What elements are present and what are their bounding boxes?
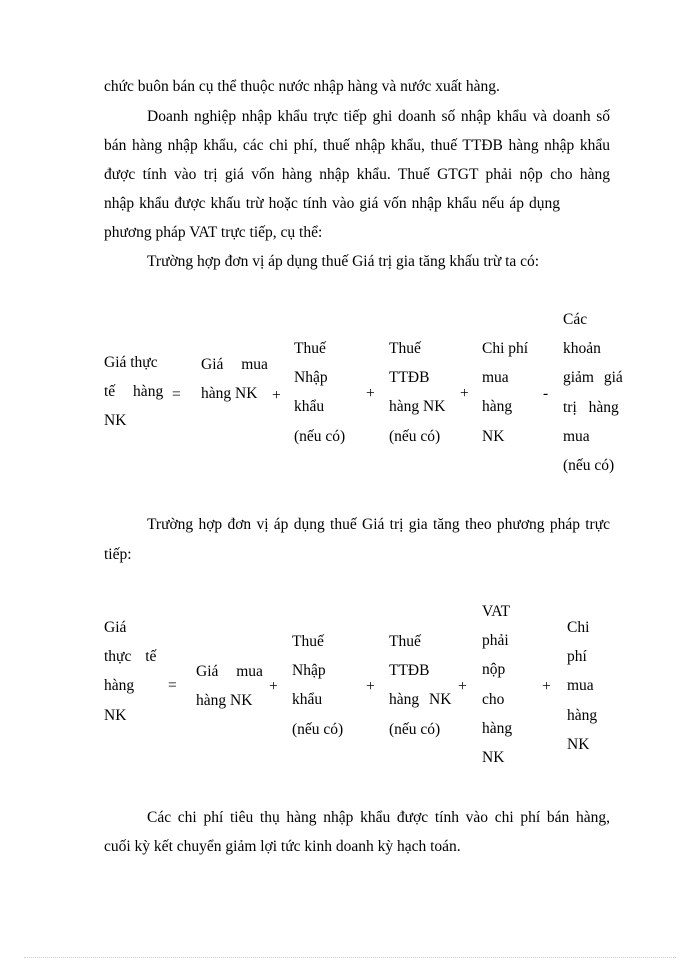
paragraph-line: phương pháp VAT trực tiếp, cụ thể: xyxy=(104,224,323,241)
formula-term-4 xyxy=(482,597,512,772)
term-line: NK xyxy=(482,749,505,767)
term-line: mua xyxy=(567,677,594,695)
term-line: Thuế xyxy=(389,340,421,357)
term-line: Thuế xyxy=(292,633,324,650)
term-line: tế hàng xyxy=(104,383,164,401)
minus-sign: - xyxy=(543,385,549,402)
term-line: Các xyxy=(563,311,588,328)
term-line: hàng NK xyxy=(196,692,253,710)
term-line: nộp xyxy=(482,661,506,679)
formula-term-2 xyxy=(292,627,343,744)
paragraph-line: cuối kỳ kết chuyển giảm lợi tức kinh doanh kỳ hạch toán. xyxy=(104,838,461,855)
equals-sign: = xyxy=(168,677,177,694)
plus-sign: + xyxy=(366,678,375,695)
term-line: NK xyxy=(567,735,590,753)
paragraph-line: bán hàng nhập khẩu, các chi phí, thuế nhập khẩu, thuế TTĐB hàng nhập khẩu xyxy=(104,137,610,154)
paragraph-line: Trường hợp đơn vị áp dụng thuế Giá trị gia tăng khấu trừ ta có: xyxy=(147,253,540,270)
paragraph-line: chức buôn bán cụ thể thuộc nước nhập hàng và nước xuất hàng. xyxy=(104,78,500,95)
formula-term-lhs xyxy=(104,613,156,730)
term-line: Nhập xyxy=(294,369,328,387)
paragraph-line: Trường hợp đơn vị áp dụng thuế Giá trị gia tăng theo phương pháp trực xyxy=(147,516,610,533)
term-line: Giá xyxy=(104,619,127,636)
term-line: phí xyxy=(567,648,587,666)
term-line: Thuế xyxy=(294,340,326,357)
term-line: Chi xyxy=(567,619,590,636)
term-line: (nếu có) xyxy=(389,720,441,738)
formula-term-1 xyxy=(196,657,263,715)
term-line: (nếu có) xyxy=(389,427,441,445)
term-line: khẩu xyxy=(294,398,325,416)
plus-sign: + xyxy=(272,387,281,404)
paragraph-line: được tính vào trị giá vốn hàng nhập khẩu. Thuế GTGT phải nộp cho hàng xyxy=(104,166,610,183)
term-line: khẩu xyxy=(292,691,323,709)
term-line: Giá thực xyxy=(104,354,158,371)
term-line: hàng NK xyxy=(201,385,258,403)
term-line: (nếu có) xyxy=(294,427,346,445)
equals-sign: = xyxy=(172,386,181,403)
term-line: VAT xyxy=(482,603,511,620)
formula-term-1 xyxy=(201,350,268,408)
term-line: (nếu có) xyxy=(563,457,615,475)
term-line: thực tế xyxy=(104,648,157,666)
term-line: Chi phí xyxy=(482,340,529,357)
plus-sign: + xyxy=(458,678,467,695)
term-line: Giá mua xyxy=(196,663,263,680)
term-line: NK xyxy=(104,412,127,430)
formula-term-lhs xyxy=(104,348,163,436)
paragraph-line: Các chi phí tiêu thụ hàng nhập khẩu được tính vào chi phí bán hàng, xyxy=(147,809,610,826)
plus-sign: + xyxy=(269,678,278,695)
term-line: hàng xyxy=(567,706,598,724)
formula-term-5 xyxy=(567,613,597,759)
plus-sign: + xyxy=(542,678,551,695)
term-line: giảm giá xyxy=(563,369,623,387)
term-line: khoản xyxy=(563,340,601,358)
formula-term-4 xyxy=(482,334,528,451)
page-bottom-divider xyxy=(24,957,676,958)
term-line: TTĐB xyxy=(389,369,430,387)
paragraph-line: nhập khẩu được khấu trừ hoặc tính vào giá vốn nhập khẩu nếu áp dụng xyxy=(104,195,560,212)
plus-sign: + xyxy=(366,385,375,402)
formula-term-2 xyxy=(294,334,345,451)
term-line: hàng xyxy=(482,398,513,416)
term-line: (nếu có) xyxy=(292,720,344,738)
term-line: TTĐB xyxy=(389,662,430,680)
term-line: hàng NK xyxy=(389,691,452,709)
paragraph-line: Doanh nghiệp nhập khẩu trực tiếp ghi doanh số nhập khẩu và doanh số xyxy=(147,108,610,125)
term-line: Giá mua xyxy=(201,356,268,373)
term-line: phải xyxy=(482,632,509,650)
term-line: mua xyxy=(482,369,509,387)
formula-term-3 xyxy=(389,334,445,451)
paragraph-line: tiếp: xyxy=(104,546,132,563)
formula-term-5 xyxy=(563,305,623,480)
formula-term-3 xyxy=(389,627,451,744)
term-line: hàng xyxy=(104,677,135,695)
term-line: Thuế xyxy=(389,633,421,650)
plus-sign: + xyxy=(460,385,469,402)
term-line: hàng NK xyxy=(389,398,446,416)
term-line: NK xyxy=(104,706,127,724)
term-line: trị hàng xyxy=(563,398,619,416)
term-line: cho xyxy=(482,690,505,708)
term-line: mua xyxy=(563,427,590,445)
term-line: hàng xyxy=(482,719,513,737)
term-line: Nhập xyxy=(292,662,326,680)
term-line: NK xyxy=(482,427,505,445)
